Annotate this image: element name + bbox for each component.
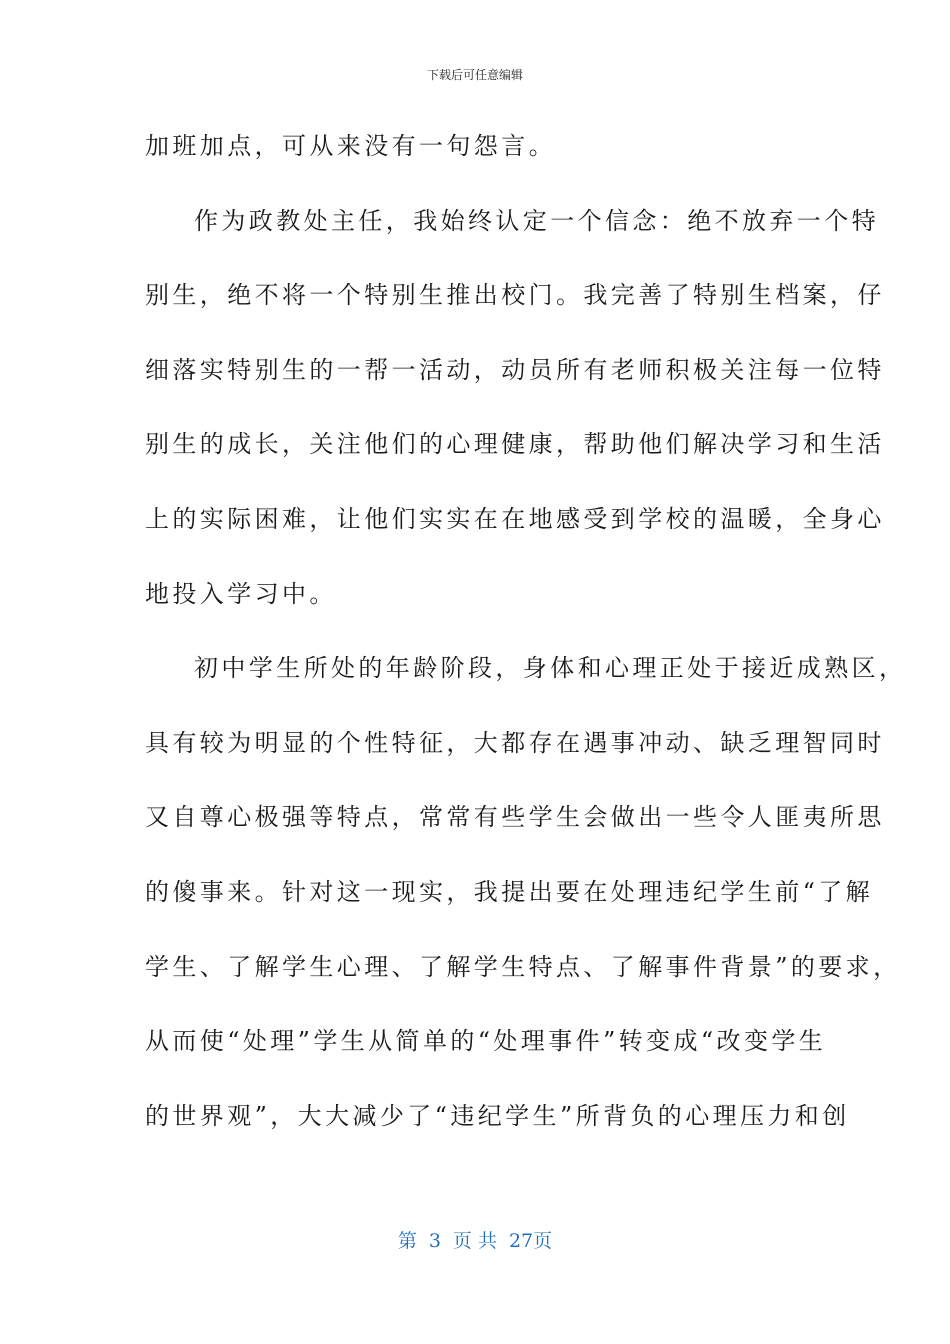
page-header: 下载后可任意编辑 bbox=[426, 68, 523, 82]
text-line: 地投入学习中。 bbox=[145, 579, 337, 608]
footer-middle: 页 共 bbox=[452, 1230, 497, 1252]
current-page-number: 3 bbox=[428, 1230, 441, 1252]
paragraph-start-line: 初中学生所处的年龄阶段，身体和心理正处于接近成熟区， bbox=[194, 654, 907, 683]
page-footer bbox=[0, 1226, 950, 1253]
text-line: 别生，绝不将一个特别生推出校门。我完善了特别生档案，仔 bbox=[145, 281, 885, 310]
total-pages-number: 27 bbox=[508, 1230, 534, 1252]
text-line: 又自尊心极强等特点，常常有些学生会做出一些令人匪夷所思 bbox=[145, 803, 885, 832]
text-line: 别生的成长，关注他们的心理健康，帮助他们解决学习和生活 bbox=[145, 430, 885, 459]
document-body bbox=[145, 122, 907, 1166]
text-line: 的傻事来。针对这一现实，我提出要在处理违纪学生前“了解 bbox=[145, 877, 874, 906]
text-line: 的世界观”，大大减少了“违纪学生”所背负的心理压力和创 bbox=[145, 1101, 850, 1130]
text-line: 加班加点，可从来没有一句怨言。 bbox=[145, 132, 556, 160]
text-line: 从而使“处理”学生从简单的“处理事件”转变成“改变学生 bbox=[145, 1027, 827, 1056]
text-line: 细落实特别生的一帮一活动，动员所有老师积极关注每一位特 bbox=[145, 355, 885, 384]
text-line: 学生、了解学生心理、了解学生特点、了解事件背景”的要求， bbox=[145, 952, 901, 981]
text-line: 上的实际困难，让他们实实在在地感受到学校的温暖，全身心 bbox=[145, 504, 885, 533]
footer-prefix: 第 bbox=[397, 1230, 417, 1252]
paragraph-start-line: 作为政教处主任，我始终认定一个信念：绝不放弃一个特 bbox=[194, 206, 879, 235]
footer-suffix: 页 bbox=[533, 1230, 553, 1252]
text-line: 具有较为明显的个性特征，大都存在遇事冲动、缺乏理智同时 bbox=[145, 728, 885, 757]
